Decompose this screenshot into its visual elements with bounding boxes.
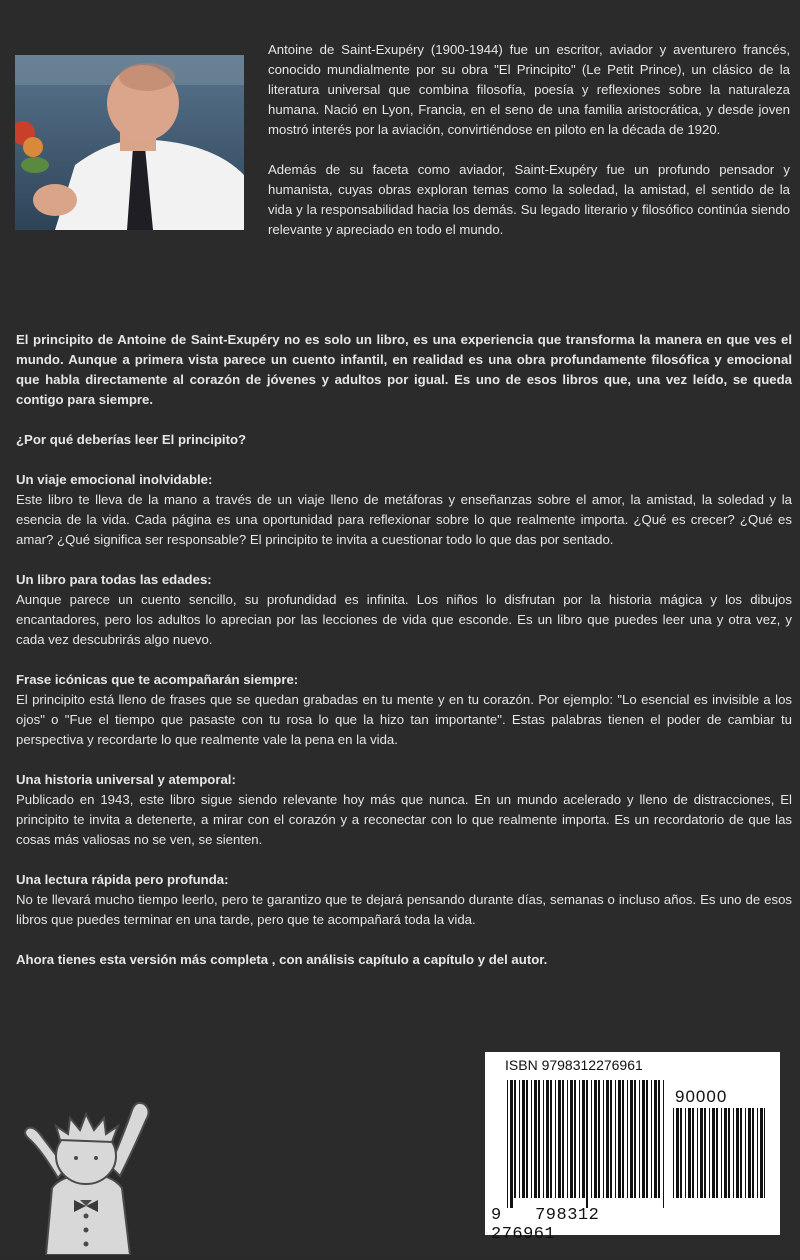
isbn-label: ISBN 9798312276961: [505, 1057, 643, 1073]
author-bio: [268, 40, 790, 260]
section-heading: Frase icónicas que te acompañarán siempre:: [16, 672, 299, 687]
section-body: Este libro te lleva de la mano a través de un viaje lleno de metáforas y enseñanzas sobre el amor, la amistad, la soledad y la esencia de la vida. Cada página es una oportunidad para reflexionar sobre lo que realmente importa. ¿Qué es crecer? ¿Qué es amar? ¿Qué significa ser responsable? El principito te invita a cuestionar todo lo que das por sentado.: [16, 492, 792, 547]
section-heading: Un libro para todas las edades:: [16, 572, 212, 587]
why-read-heading: ¿Por qué deberías leer El principito?: [16, 432, 247, 447]
intro-paragraph: El principito de Antoine de Saint-Exupéry no es solo un libro, es una experiencia que transforma la manera en que ves el mundo. Aunque a primera vista parece un cuento infantil, en realidad es una obra profundamente filosófica y emocional que habla directamente al corazón de jóvenes y adultos por igual. Es uno de esos libros que, una vez leído, se queda contigo para siempre.: [16, 332, 792, 407]
author-bio-paragraph-1: Antoine de Saint-Exupéry (1900-1944) fue un escritor, aviador y aventurero francés, conocido mundialmente por su obra "El Principito" (Le Petit Prince), un clásico de la literatura universal que combina filosofía, poesía y reflexiones sobre la naturaleza humana. Nació en Lyon, Francia, en el seno de una familia aristocrática, y desde joven mostró interés por la aviación, convirtiéndose en piloto en la década de 1920.: [268, 42, 790, 137]
price-code: 90000: [675, 1087, 728, 1106]
author-photo: [15, 55, 244, 230]
ean-left-digits: 798312: [535, 1206, 600, 1225]
section-heading: Un viaje emocional inolvidable:: [16, 472, 213, 487]
section-universal-story: [16, 770, 792, 850]
section-all-ages: [16, 570, 792, 650]
ean-first-digit: 9: [491, 1206, 502, 1225]
section-heading: Una lectura rápida pero profunda:: [16, 872, 229, 887]
section-body: No te llevará mucho tiempo leerlo, pero te garantizo que te dejará pensando durante días, semanas o incluso años. Es uno de esos libros que puedes terminar en una tarde, pero que te acompañará toda la vida.: [16, 892, 792, 927]
ean-digits: [491, 1206, 671, 1244]
book-description: [16, 330, 792, 970]
little-prince-mascot-icon: [0, 1088, 170, 1255]
author-portrait-image: [15, 55, 244, 230]
section-iconic-quotes: [16, 670, 792, 750]
addon-barcode-bars: [673, 1108, 765, 1208]
section-body: Publicado en 1943, este libro sigue siendo relevante hoy más que nunca. En un mundo acelerado y lleno de distracciones, El principito te invita a detenerte, a mirar con el corazón y a reconectar con lo que realmente importa. Es un recordatorio de que las cosas más valiosas no se ven, se sienten.: [16, 792, 792, 847]
author-bio-paragraph-2: Además de su faceta como aviador, Saint-Exupéry fue un profundo pensador y humanista, cuyas obras exploran temas como la soledad, la amistad, el sentido de la vida y la responsabilidad hacia los demás. Su legado literario y filosófico continúa siendo relevante y apreciado en todo el mundo.: [268, 162, 790, 237]
section-heading: Una historia universal y atemporal:: [16, 772, 236, 787]
closing-statement: Ahora tienes esta versión más completa , con análisis capítulo a capítulo y del autor.: [16, 952, 548, 967]
isbn-barcode: [485, 1052, 780, 1244]
section-emotional-journey: [16, 470, 792, 550]
section-body: Aunque parece un cuento sencillo, su profundidad es infinita. Los niños lo disfrutan por la historia mágica y los dibujos encantadores, pero los adultos lo aprecian por las lecciones de vida que esconde. Es un libro que puedes leer una y otra vez, y cada vez descubrirás algo nuevo.: [16, 592, 792, 647]
barcode-bars: [507, 1080, 665, 1208]
section-quick-read: [16, 870, 792, 930]
ean-right-digits: 276961: [491, 1225, 556, 1244]
section-body: El principito está lleno de frases que se quedan grabadas en tu mente y en tu corazón. Por ejemplo: "Lo esencial es invisible a los ojos" o "Fue el tiempo que pasaste con tu rosa lo que la hizo tan importante". Estas palabras tienen el poder de cambiar tu perspectiva y recordarte lo que realmente vale la pena en la vida.: [16, 692, 792, 747]
